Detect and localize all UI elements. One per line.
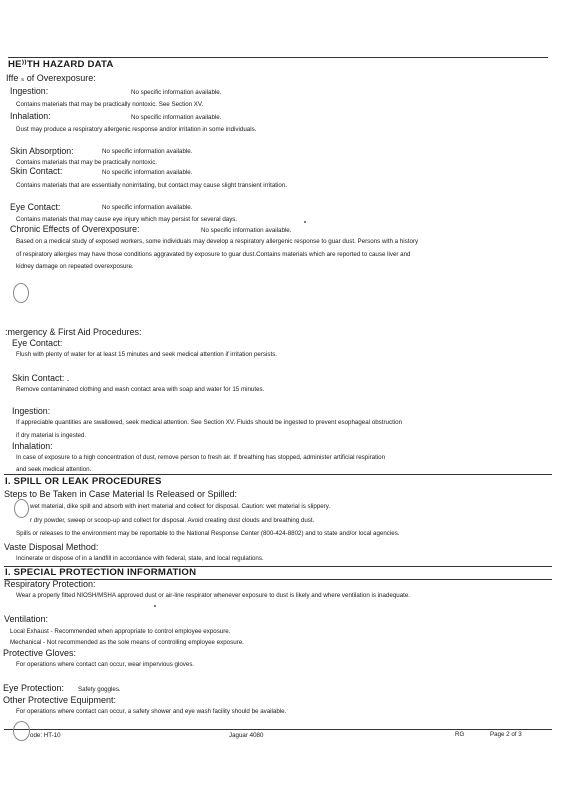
inhalation-value: No specific information available. xyxy=(131,114,222,121)
spill-steps-heading: Steps to Be Taken in Case Material Is Released or Spilled: xyxy=(4,489,237,499)
first-aid-inhalation-line-2: and seek medical attention. xyxy=(16,466,92,473)
ventilation-local: Local Exhaust - Recommended when appropriate to control employee exposure. xyxy=(10,628,231,635)
spill-line-1: wet material, dike spill and absorb with inert material and collect for disposal. Caution: wet material is slippery. xyxy=(30,503,331,510)
footer-rule xyxy=(4,729,552,730)
eye-contact-note: Contains materials that may cause eye injury which may persist for several days. xyxy=(16,216,238,223)
footer-initials: RG xyxy=(455,731,465,738)
effects-heading: Iffe ₛ of Overexposure: xyxy=(6,73,96,83)
other-equipment-text: For operations where contact can occur, a safety shower and eye wash facility should be available. xyxy=(16,708,287,715)
footer-product: Jaguar 4080 xyxy=(229,732,264,739)
first-aid-ingestion-line-1: If appreciable quantities are swallowed, seek medical attention. See Section XV. Fluids should be ingested to prevent esophageal obstruction xyxy=(16,419,403,426)
inhalation-note: Dust may produce a respiratory allergenic response and/or irritation in some individuals. xyxy=(16,126,257,133)
first-aid-inhalation-line-1: In case of exposure to a high concentration of dust, remove person to fresh air. If breathing has stopped, administer artificial respiration xyxy=(16,454,386,461)
footer-page-number: Page 2 of 3 xyxy=(490,731,522,738)
skin-absorption-label: Skin Absorption: xyxy=(10,146,74,156)
skin-contact-value: No specific information available. xyxy=(102,169,193,176)
spill-section-rule xyxy=(4,474,552,475)
inhalation-label: Inhalation: xyxy=(10,111,51,121)
eye-contact-label: Eye Contact: xyxy=(10,202,61,212)
eye-protection-value: Safety goggles. xyxy=(78,686,121,693)
chronic-line-1: Based on a medical study of exposed workers, some individuals may develop a respiratory allergenic response to guar dust. Persons with a history xyxy=(16,238,419,245)
scan-speck xyxy=(304,221,306,223)
protection-heading: I. SPECIAL PROTECTION INFORMATION xyxy=(5,567,197,578)
first-aid-heading: :mergency & First Aid Procedures: xyxy=(5,327,142,337)
scan-speck xyxy=(154,605,156,607)
spill-line-3: Spills or releases to the environment may be reportable to the National Response Center (800-424-8802) and to state and/or local agencies. xyxy=(16,530,400,537)
binder-hole-mark xyxy=(14,499,29,518)
footer-code: ode: HT-10 xyxy=(30,732,61,739)
spill-heading: I. SPILL OR LEAK PROCEDURES xyxy=(5,476,162,487)
top-rule xyxy=(8,57,548,58)
other-equipment-heading: Other Protective Equipment: xyxy=(3,695,117,705)
chronic-line-3: kidney damage on repeated overexposure. xyxy=(16,263,134,270)
respiratory-text: Wear a properly fitted NIOSH/MSHA approved dust or air-line respirator whenever exposure to dust is likely and where ventilation is inadequate. xyxy=(16,592,411,599)
spill-line-2: r dry powder, sweep or scoop-up and collect for disposal. Avoid creating dust clouds and breathing dust. xyxy=(30,517,315,524)
ventilation-heading: Ventilation: xyxy=(4,614,49,624)
first-aid-ingestion-label: Ingestion: xyxy=(12,406,51,416)
waste-disposal-text: Incinerate or dispose of in a landfill in accordance with federal, state, and local regulations. xyxy=(16,555,264,562)
chronic-effects-value: No specific information available. xyxy=(201,227,292,234)
binder-hole-mark xyxy=(13,283,29,303)
respiratory-heading: Respiratory Protection: xyxy=(4,579,96,589)
skin-contact-label: Skin Contact: xyxy=(10,166,63,176)
waste-disposal-heading: Vaste Disposal Method: xyxy=(4,542,99,552)
ingestion-value: No specific information available. xyxy=(131,89,222,96)
first-aid-eye-label: Eye Contact: xyxy=(12,338,63,348)
chronic-effects-label: Chronic Effects of Overexposure: xyxy=(10,224,140,234)
skin-contact-note: Contains materials that are essentially nonirritating, but contact may cause slight transient irritation. xyxy=(16,182,288,189)
ingestion-note: Contains materials that may be practically nontoxic. See Section XV. xyxy=(16,101,204,108)
first-aid-skin-text: Remove contaminated clothing and wash contact area with soap and water for 15 minutes. xyxy=(16,386,265,393)
gloves-text: For operations where contact can occur, wear impervious gloves. xyxy=(16,661,195,668)
skin-absorption-value: No specific information available. xyxy=(102,148,193,155)
chronic-line-2: of respiratory allergies may have those conditions aggravated by exposure to guar dust.Contains materials which are reported to cause liver and xyxy=(16,251,411,258)
eye-contact-value: No specific information available. xyxy=(102,204,193,211)
gloves-heading: Protective Gloves: xyxy=(3,648,77,658)
first-aid-skin-label: Skin Contact: . xyxy=(12,373,70,383)
first-aid-inhalation-label: Inhalation: xyxy=(12,441,53,451)
ventilation-mechanical: Mechanical - Not recommended as the sole means of controlling employee exposure. xyxy=(10,639,244,646)
ingestion-label: Ingestion: xyxy=(10,86,49,96)
first-aid-ingestion-line-2: if dry material is ingested. xyxy=(16,432,87,439)
skin-absorption-note: Contains materials that may be practically nontoxic. xyxy=(16,159,158,166)
binder-hole-mark xyxy=(13,721,30,741)
health-hazard-heading: HE⁾⁾TH HAZARD DATA xyxy=(8,59,114,70)
eye-protection-heading: Eye Protection: xyxy=(3,683,65,693)
first-aid-eye-text: Flush with plenty of water for at least 15 minutes and seek medical attention if irritation persists. xyxy=(16,351,278,358)
